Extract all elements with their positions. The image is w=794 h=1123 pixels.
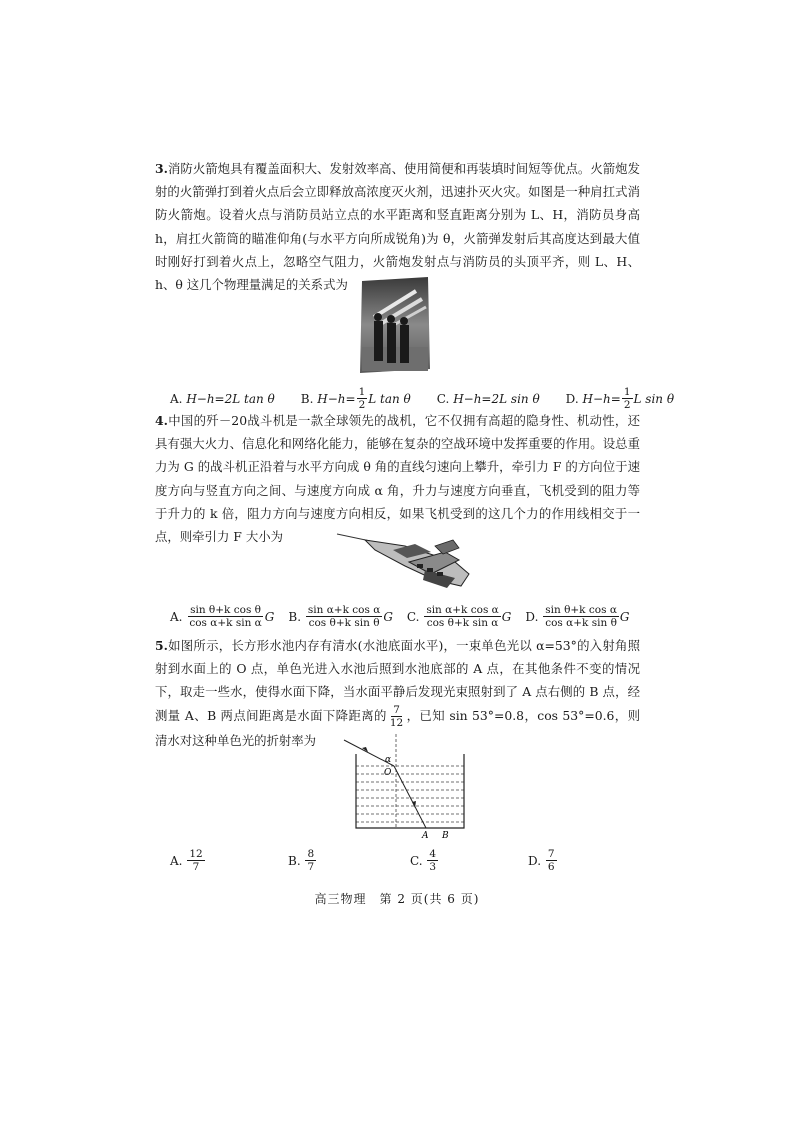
j20-fighter-illustration bbox=[335, 522, 475, 592]
fraction: $\frac{\text{sin θ+k cos θ}}{\text{cos α+k sin α}}$ bbox=[189, 604, 262, 629]
label-alpha: α bbox=[385, 755, 392, 765]
fraction: $\frac{7}{6}$ bbox=[547, 848, 555, 873]
question-5-options bbox=[170, 848, 640, 873]
label-o: O bbox=[384, 768, 392, 778]
question-3-options bbox=[170, 386, 675, 411]
fraction: $\frac{12}{7}$ bbox=[189, 848, 203, 873]
label-a: A bbox=[422, 831, 429, 841]
option-b[interactable]: B. H−h= $\frac{1}{2}$ L tan θ bbox=[300, 386, 411, 411]
ratio-fraction: $\frac{7}{12}$ bbox=[389, 703, 404, 729]
question-4-options bbox=[170, 604, 640, 629]
option-c[interactable]: C. $\frac{\text{sin α+k cos α}}{\text{cos θ+k sin α}}$ G bbox=[406, 604, 512, 629]
fraction: $\frac{1}{2}$ bbox=[623, 386, 631, 411]
option-b[interactable]: B. $\frac{8}{7}$ bbox=[288, 848, 315, 873]
question-number: 3. bbox=[155, 161, 168, 176]
option-b[interactable]: B. $\frac{\text{sin α+k cos α}}{\text{cos θ+k sin θ}}$ G bbox=[288, 604, 393, 629]
question-text: 中国的歼－20战斗机是一款全球领先的战机，它不仅拥有高超的隐身性、机动性，还具有强大火力、信息化和网络化能力，能够在复杂的空战环境中发挥重要的作用。设总重力为 G 的战斗机正沿着与水平方向成 θ 角的直线匀速向上攀升，牵引力 F 的方向位于速度方向与竖直方向之间、与速度方向成 α 角，升力与速度方向垂直，飞机受到的阻力等于升力的 k 倍，阻力方向与速度方向相反，如果飞机受到的这几个力的作用线相交于一点，则牵引力 F 大小为 bbox=[155, 413, 640, 545]
question-text: 如图所示，长方形水池内存有清水(水池底面水平)，一束单色光以 α=53°的入射角照射到水面上的 O 点，单色光进入水池后照到水池底部的 A 点，在其他条件不变的情况下，取走一些水，使得水面下降，当水面平静后发现光束照射到了 A 点右侧的 B 点，经测量 A、B 两点间距离是水面下降距离的 bbox=[155, 638, 640, 723]
page-footer: 高三物理 第 2 页(共 6 页) bbox=[314, 892, 480, 906]
refraction-diagram bbox=[340, 732, 480, 842]
option-d[interactable]: D. $\frac{7}{6}$ bbox=[528, 848, 555, 873]
fraction: $\frac{\text{sin α+k cos α}}{\text{cos θ+k sin θ}}$ bbox=[307, 604, 381, 629]
question-number: 4. bbox=[155, 413, 168, 428]
fraction: $\frac{8}{7}$ bbox=[307, 848, 315, 873]
fraction: $\frac{\text{sin α+k cos α}}{\text{cos θ+k sin α}}$ bbox=[426, 604, 499, 629]
option-a[interactable]: A. H−h=2L tan θ bbox=[170, 391, 275, 406]
option-c[interactable]: C. $\frac{4}{3}$ bbox=[410, 848, 437, 873]
option-d[interactable]: D. $\frac{\text{sin θ+k cos α}}{\text{cos α+k sin θ}}$ G bbox=[525, 604, 630, 629]
option-a[interactable]: A. $\frac{\text{sin θ+k cos θ}}{\text{cos α+k sin α}}$ G bbox=[170, 604, 275, 629]
question-3 bbox=[155, 157, 640, 296]
question-text: 消防火箭炮具有覆盖面积大、发射效率高、使用简便和再装填时间短等优点。火箭炮发射的火箭弹打到着火点后会立即释放高浓度灭火剂，迅速扑灭火灾。如图是一种肩扛式消防火箭炮。设着火点与消防员站立点的水平距离和竖直距离分别为 L、H，消防员身高 h，肩扛火箭筒的瞄准仰角(与水平方向所成锐角)为 θ，火箭弹发射后其高度达到最大值时刚好打到着火点上，忽略空气阻力，火箭炮发射点与消防员的头顶平齐，则 L、H、h、θ 这几个物理量满足的关系式为 bbox=[155, 161, 640, 293]
option-c[interactable]: C. H−h=2L sin θ bbox=[436, 391, 540, 406]
question-number: 5. bbox=[155, 638, 168, 653]
option-a[interactable]: A. $\frac{12}{7}$ bbox=[170, 848, 203, 873]
fraction: $\frac{4}{3}$ bbox=[429, 848, 437, 873]
firefighter-rocket-photo bbox=[360, 277, 430, 373]
question-text-tail: ，已知 sin 53°=0.8，cos 53°=0.6，则清水对这种单色光的折射率为 bbox=[155, 707, 640, 748]
fraction: $\frac{1}{2}$ bbox=[358, 386, 366, 411]
option-d[interactable]: D. H−h= $\frac{1}{2}$ L sin θ bbox=[565, 386, 675, 411]
label-b: B bbox=[442, 831, 449, 841]
fraction: $\frac{\text{sin θ+k cos α}}{\text{cos α+k sin θ}}$ bbox=[545, 604, 617, 629]
